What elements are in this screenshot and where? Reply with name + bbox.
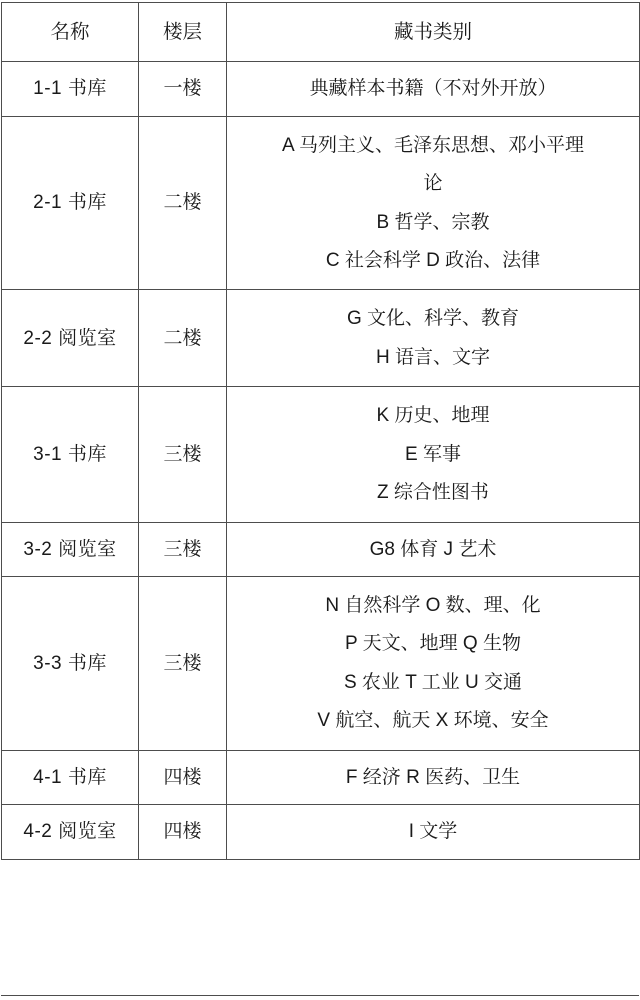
cell-name: 2-1 书库 (2, 116, 139, 290)
category-line: H 语言、文字 (375, 346, 490, 368)
cell-categories (227, 62, 640, 116)
category-line: A 马列主义、毛泽东思想、邓小平理 (282, 134, 584, 156)
cell-floor: 三楼 (139, 522, 227, 576)
category-line: P 天文、地理 Q 生物 (345, 633, 521, 655)
category-line: K 历史、地理 (376, 405, 490, 427)
cell-categories (227, 577, 640, 751)
column-header-category: 藏书类别 (227, 3, 640, 62)
cell-floor: 四楼 (139, 805, 227, 859)
table-row (2, 522, 640, 576)
table-row (2, 290, 640, 387)
category-line: E 军事 (405, 443, 461, 465)
cell-categories (227, 750, 640, 804)
cell-floor: 二楼 (139, 116, 227, 290)
category-line: G 文化、科学、教育 (346, 308, 520, 330)
category-line: 典藏样本书籍（不对外开放） (309, 78, 557, 100)
category-line: Z 综合性图书 (377, 482, 489, 504)
category-line: B 哲学、宗教 (376, 211, 490, 233)
table-row (2, 805, 640, 859)
cell-floor: 三楼 (139, 387, 227, 522)
table-body (2, 62, 640, 859)
table-row (2, 577, 640, 751)
library-collection-table (1, 2, 640, 860)
cell-name: 2-2 阅览室 (2, 290, 139, 387)
category-line: I 文学 (408, 821, 458, 843)
cell-name: 4-2 阅览室 (2, 805, 139, 859)
table-row (2, 62, 640, 116)
table-row (2, 750, 640, 804)
cell-name: 3-1 书库 (2, 387, 139, 522)
cell-categories (227, 290, 640, 387)
cell-floor: 二楼 (139, 290, 227, 387)
category-line: C 社会科学 D 政治、法律 (325, 249, 541, 271)
cell-categories (227, 522, 640, 576)
table-header (2, 3, 640, 62)
cell-categories (227, 387, 640, 522)
cell-name: 3-3 书库 (2, 577, 139, 751)
cell-name: 4-1 书库 (2, 750, 139, 804)
table-row (2, 387, 640, 522)
column-header-name: 名称 (2, 3, 139, 62)
category-line: 论 (423, 173, 443, 195)
cell-floor: 一楼 (139, 62, 227, 116)
document-page (0, 2, 640, 1000)
column-header-floor: 楼层 (139, 3, 227, 62)
category-line: G8 体育 J 艺术 (369, 538, 497, 560)
cell-name: 3-2 阅览室 (2, 522, 139, 576)
category-line: S 农业 T 工业 U 交通 (343, 671, 523, 693)
table-row (2, 116, 640, 290)
cell-categories (227, 116, 640, 290)
cell-name: 1-1 书库 (2, 62, 139, 116)
cell-floor: 四楼 (139, 750, 227, 804)
cell-floor: 三楼 (139, 577, 227, 751)
category-line: N 自然科学 O 数、理、化 (325, 595, 541, 617)
category-line: V 航空、航天 X 环境、安全 (317, 710, 549, 732)
table-bottom-rule (1, 995, 639, 996)
category-line: F 经济 R 医药、卫生 (345, 766, 521, 788)
table-header-row (2, 3, 640, 62)
cell-categories (227, 805, 640, 859)
